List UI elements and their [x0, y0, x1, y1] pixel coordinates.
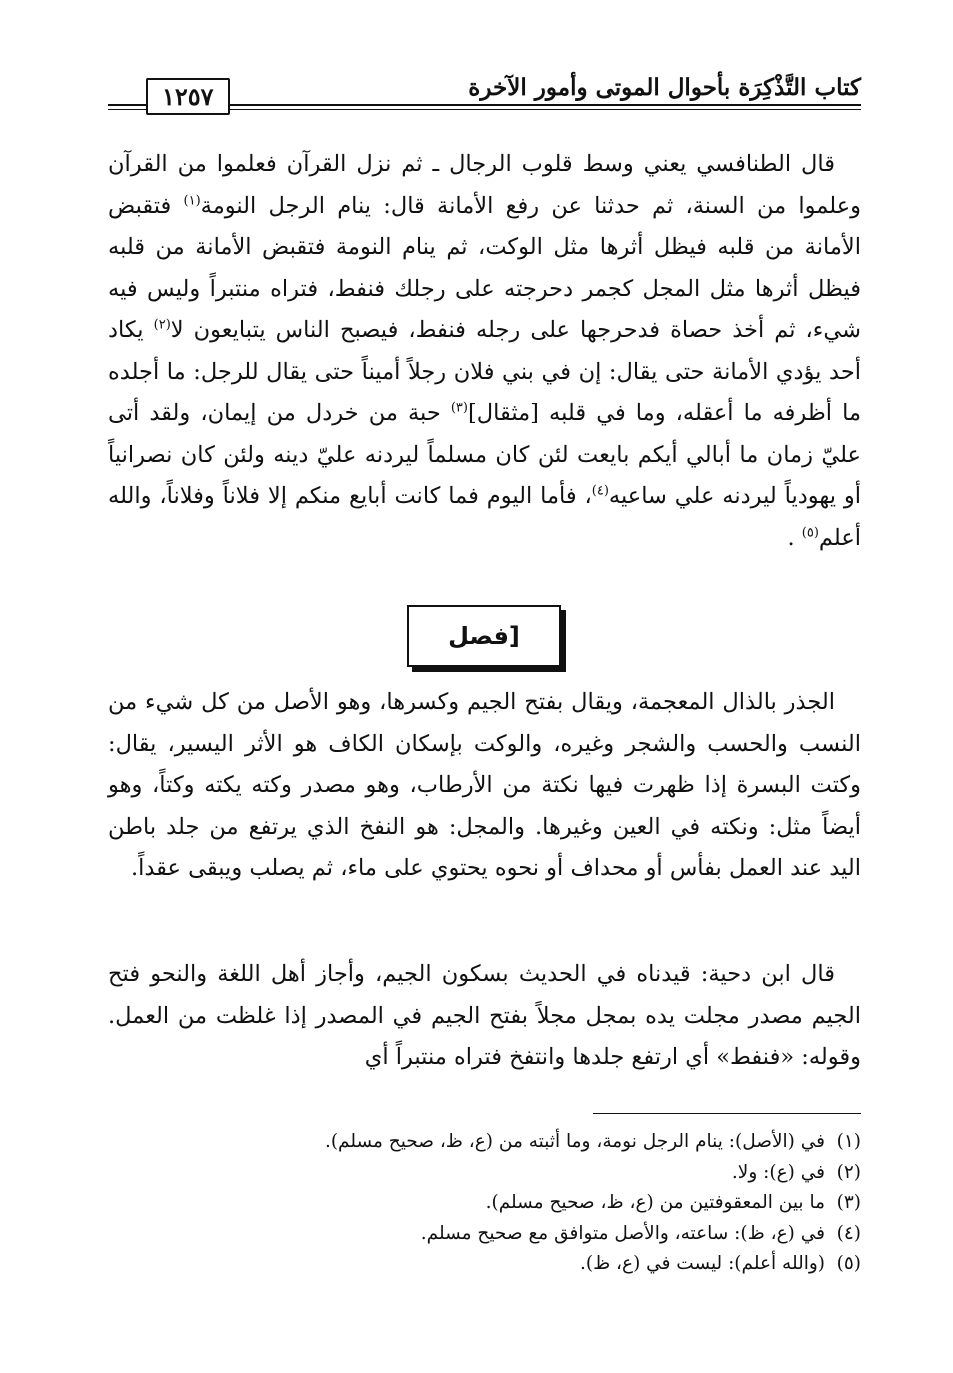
footnote-ref: (١): [183, 193, 201, 208]
footnote-item: [108, 1219, 861, 1250]
footnote-text: ما بين المعقوفتين من (ع، ظ، صحيح مسلم).: [485, 1192, 825, 1213]
footnote-number: (١): [836, 1131, 861, 1152]
footnote-item: [108, 1188, 861, 1219]
footnote-ref: (٤): [591, 483, 609, 499]
footnote-number: (٥): [836, 1253, 861, 1274]
section-heading-box: [407, 605, 561, 667]
paragraph-text: الجذر بالذال المعجمة، ويقال بفتح الجيم وكسرها، وهو الأصل من كل شيء من النسب والحسب والشجر وغيره، والوكت بإسكان الكاف هو الأثر اليسير، يقال: وكتت البسرة إذا ظهرت فيها نكتة من الأرطاب، وهو مصدر وكته يكته وكتاً، وهو أيضاً مثل: ونكته في العين وغيرها. والمجل: هو النفخ الذي يرتفع من جلد باطن اليد عند العمل بفأس أو محداف أو نحوه يحتوي على ماء، ثم يصلب ويبقى عقداً.: [108, 689, 861, 881]
paragraph-ibn-dihya: [108, 954, 861, 1079]
section-heading: [فصل: [448, 622, 520, 650]
footnote-ref: (٥): [801, 525, 819, 540]
paragraph-text: يكاد أحد يؤدي الأمانة حتى يقال: إن في بني فلان رجلاً أميناً حتى يقال للرجل: ما أجلده ما أظرفه ما أعقله، وما في قلبه [مثقال]: [108, 317, 861, 426]
paragraph-hadith: [108, 144, 861, 559]
footnote-item: [108, 1158, 861, 1189]
footnote-item: [108, 1249, 861, 1280]
footnote-item: [108, 1127, 861, 1158]
paragraph-text: .: [787, 524, 802, 551]
paragraph-text: ، فأما اليوم فما كانت أبايع منكم إلا فلاناً وفلاناً، والله أعلم: [108, 483, 861, 551]
footnote-number: (٢): [836, 1161, 861, 1183]
footnote-text: في (الأصل): ينام الرجل نومة، وما أثبته من (ع، ظ، صحيح مسلم).: [324, 1131, 825, 1152]
footnote-text: في (ع، ظ): ساعته، والأصل متوافق مع صحيح مسلم.: [420, 1222, 825, 1244]
paragraph-definitions: [108, 682, 861, 890]
footnote-text: (والله أعلم): ليست في (ع، ظ).: [579, 1253, 825, 1274]
page-number: ١٢٥٧: [146, 78, 230, 115]
footnotes-list: [108, 1127, 861, 1280]
page-header: [108, 60, 861, 120]
footnote-number: (٤): [836, 1222, 861, 1244]
paragraph-text: قال الطنافسي يعني وسط قلوب الرجال ـ ثم نزل القرآن فعلموا من القرآن وعلموا من السنة، ثم حدثنا عن رفع الأمانة قال: ينام الرجل النومة: [108, 151, 862, 219]
footnote-number: (٣): [836, 1192, 861, 1213]
footnote-separator: [593, 1113, 861, 1114]
footnote-ref: (٣): [450, 400, 468, 416]
footnote-ref: (٢): [153, 317, 171, 333]
book-title: كتاب التَّذْكِرَة بأحوال الموتى وأمور الآخرة: [468, 74, 861, 101]
paragraph-text: قال ابن دحية: قيدناه في الحديث بسكون الجيم، وأجاز أهل اللغة والنحو فتح الجيم مصدر مجلت يده بمجل مجلاً بفتح الجيم في المصدر إذا غلظت من العمل. وقوله: «فنفط» أي ارتفع جلدها وانتفخ فتراه منتبراً أي: [108, 961, 861, 1070]
paragraph-text: فتقبض الأمانة من قلبه فيظل أثرها مثل الوكت، ثم ينام النومة فتقبض الأمانة من قلبه فيظل أثرها مثل المجل كجمر دحرجته على رجلك فنفط، فتراه منتبراً وليس فيه شيء، ثم أخذ حصاة فدحرجها على رجله فنفط، فيصبح الناس يتبايعون لا: [108, 192, 861, 343]
paragraph-text: حبة من خردل من إيمان، ولقد أتى عليّ زمان ما أبالي أيكم بايعت لئن كان مسلماً ليردنه عليّ دينه ولئن كان نصرانياً أو يهودياً ليردنه علي ساعيه: [108, 400, 861, 509]
footnote-text: في (ع): ولا.: [731, 1161, 825, 1183]
